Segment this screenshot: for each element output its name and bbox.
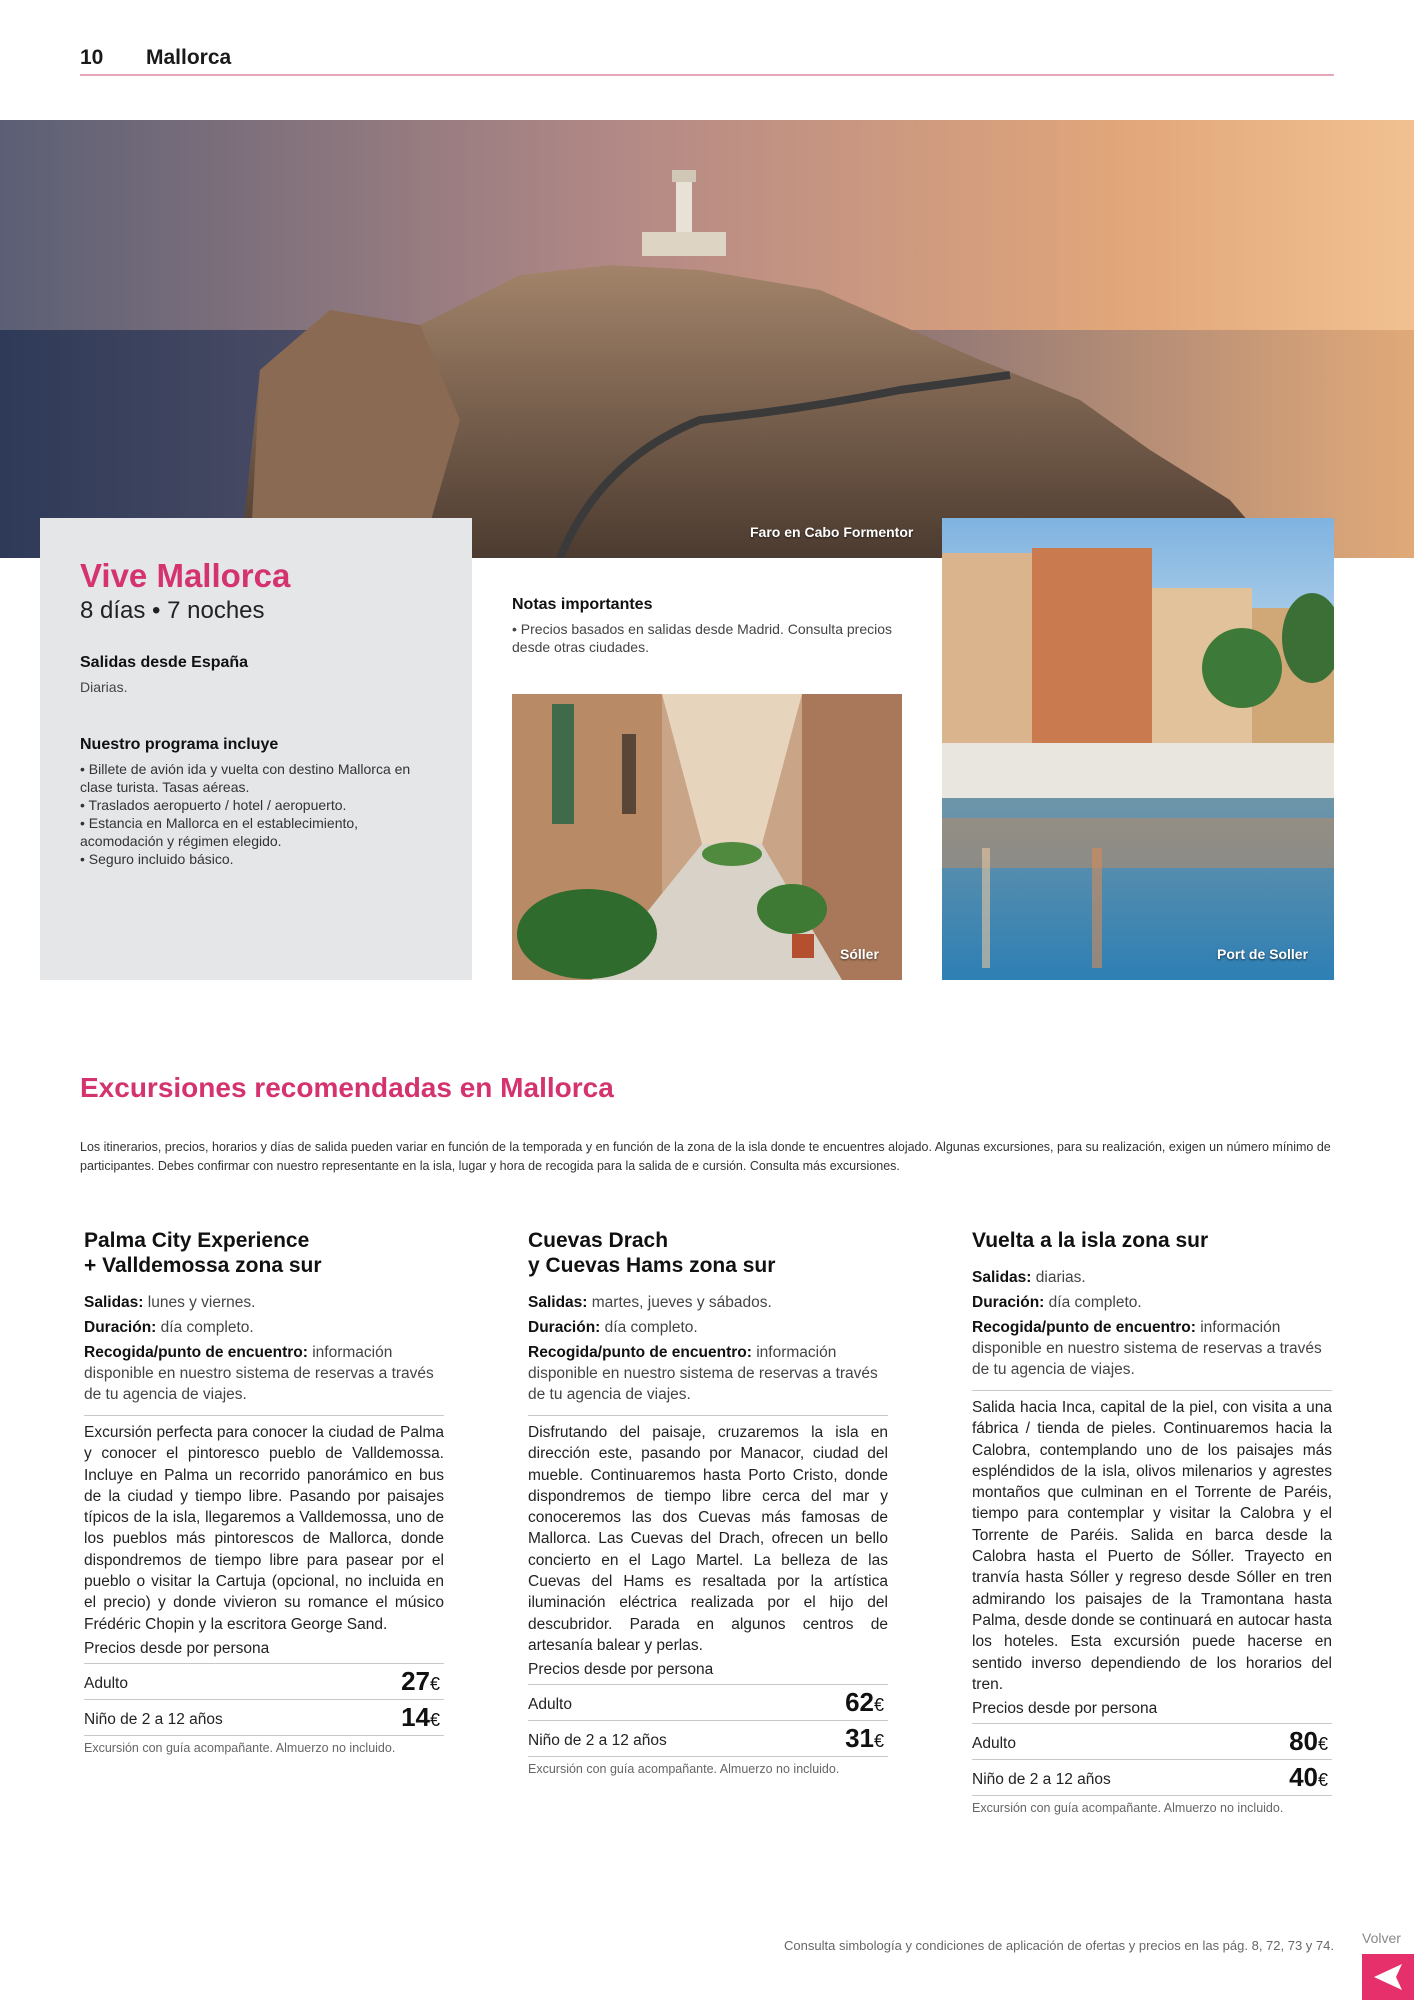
duracion-value: día completo. <box>160 1319 254 1336</box>
excursion-title-line1: Cuevas Drach <box>528 1229 669 1252</box>
notes-block <box>512 596 902 656</box>
salidas-value: diarias. <box>1035 1269 1086 1286</box>
recogida-value: información disponible en nuestro sistema de reservas a través de tu agencia de viajes. <box>528 1344 878 1403</box>
excursions-intro: Los itinerarios, precios, horarios y días de salida pueden variar en función de la temporada y en función de la zona de la isla donde te encuentres alojado. Algunas excursiones, para su realización, exigen un número mínimo de participantes. Debes confirmar con nuestro representante en la isla, lugar y hora de recogida para la salida de e cursión. Consulta más excursiones. <box>80 1140 1331 1173</box>
section-title: Mallorca <box>146 46 232 69</box>
includes-item: • Seguro incluido básico. <box>80 851 234 867</box>
adult-price: 27€ <box>401 1665 440 1696</box>
back-arrow-icon <box>1362 1954 1414 2000</box>
port-soller-image <box>942 518 1334 980</box>
page-number: 10 <box>80 46 104 69</box>
excursion-card <box>84 1228 444 1755</box>
duracion-value: día completo. <box>1048 1294 1142 1311</box>
child-price: 14€ <box>401 1701 440 1732</box>
excursion-title-line2: y Cuevas Hams zona sur <box>528 1254 776 1277</box>
departures-value: Diarias. <box>80 679 128 695</box>
salidas-label: Salidas: <box>528 1294 588 1311</box>
adult-label: Adulto <box>528 1696 572 1714</box>
price-row-child <box>972 1760 1332 1796</box>
excursion-description: Salida hacia Inca, capital de la piel, con visita a una fábrica / tienda de pieles. Continuaremos hacia la Calobra, contemplando uno de los paisajes más espléndidos de la isla, olivos milenarios y agrestes montaños que culminan en el Torrente de Paréis, tiempo para contemplar y visitar la Calobra y el Torrente de Paréis. Salida en barca desde la Calobra hasta el Puerto de Sóller. Trayecto en tranvía hasta Sóller y regreso desde Sóller en tren admirando los paisajes de la Tramontana hasta Palma, desde donde se continuará en autocar hasta los hoteles. Esta excursión puede hacerse en sentido inverso dependiendo de los horarios del tren. <box>972 1399 1332 1693</box>
package-title: Vive Mallorca <box>80 557 291 594</box>
duracion-value: día completo. <box>604 1319 698 1336</box>
price-row-adult <box>972 1724 1332 1760</box>
includes-label: Nuestro programa incluye <box>80 736 279 753</box>
adult-label: Adulto <box>84 1674 128 1692</box>
salidas-label: Salidas: <box>972 1269 1032 1286</box>
excursion-title <box>972 1228 1332 1253</box>
duracion-label: Duración: <box>84 1319 157 1336</box>
adult-label: Adulto <box>972 1735 1016 1753</box>
excursion-note: Excursión con guía acompañante. Almuerzo no incluido. <box>84 1740 396 1755</box>
footer-note: Consulta simbología y condiciones de aplicación de ofertas y precios en las pág. 8, 72, 73 y 74. <box>784 1938 1334 1953</box>
departures-label: Salidas desde España <box>80 654 249 671</box>
excursion-meta <box>528 1292 888 1416</box>
adult-price: 80€ <box>1289 1726 1328 1757</box>
notes-list <box>512 620 902 656</box>
child-label: Niño de 2 a 12 años <box>528 1732 667 1750</box>
price-row-adult <box>84 1664 444 1700</box>
prices-label: Precios desde por persona <box>528 1661 888 1685</box>
recogida-label: Recogida/punto de encuentro: <box>528 1344 752 1361</box>
includes-item: • Estancia en Mallorca en el establecimiento, acomodación y régimen elegido. <box>80 815 359 849</box>
child-label: Niño de 2 a 12 años <box>972 1771 1111 1789</box>
recogida-value: información disponible en nuestro sistema de reservas a través de tu agencia de viajes. <box>972 1319 1322 1378</box>
package-duration: 8 días • 7 noches <box>80 597 265 624</box>
recogida-value: información disponible en nuestro sistema de reservas a través de tu agencia de viajes. <box>84 1344 434 1403</box>
price-row-adult <box>528 1685 888 1721</box>
notes-item: • Precios basados en salidas desde Madrid. Consulta precios desde otras ciudades. <box>512 621 892 655</box>
includes-item: • Billete de avión ida y vuelta con destino Mallorca en clase turista. Tasas aéreas. <box>80 761 411 795</box>
excursions-title: Excursiones recomendadas en Mallorca <box>80 1072 614 1103</box>
adult-price: 62€ <box>845 1687 884 1718</box>
hero-caption: Faro en Cabo Formentor <box>750 524 914 540</box>
excursion-title-line2: + Valldemossa zona sur <box>84 1254 322 1277</box>
child-price: 40€ <box>1289 1762 1328 1793</box>
prices-label: Precios desde por persona <box>972 1700 1332 1724</box>
port-soller-caption: Port de Soller <box>1217 946 1309 962</box>
soller-caption: Sóller <box>840 946 879 962</box>
excursion-title <box>528 1228 888 1278</box>
excursion-description: Disfrutando del paisaje, cruzaremos la isla en dirección este, pasando por Manacor, ciudad del mueble. Continuaremos hasta Porto Cristo, donde dispondremos de tiempo libre cerca del mar y conoceremos las dos Cuevas más famosas de Mallorca. Las Cuevas del Drach, ofrecen un bello concierto en el Lago Martel. La belleza de las Cuevas del Hams es resaltada por la artística iluminación eléctrica realizada por el hijo del descubridor. Parada en algunos centros de artesanía balear y perlas. <box>528 1424 888 1654</box>
child-price: 31€ <box>845 1723 884 1754</box>
excursion-meta <box>972 1267 1332 1391</box>
salidas-value: lunes y viernes. <box>147 1294 256 1311</box>
package-panel <box>40 518 472 980</box>
excursion-title-line1: Vuelta a la isla zona sur <box>972 1229 1209 1252</box>
child-label: Niño de 2 a 12 años <box>84 1710 223 1728</box>
recogida-label: Recogida/punto de encuentro: <box>972 1319 1196 1336</box>
back-button[interactable] <box>1362 1954 1414 2000</box>
back-label[interactable]: Volver <box>1362 1930 1401 1946</box>
hero-image <box>0 120 1414 558</box>
prices-label: Precios desde por persona <box>84 1640 444 1664</box>
excursion-card <box>528 1228 888 1776</box>
excursion-note: Excursión con guía acompañante. Almuerzo no incluido. <box>972 1801 1284 1816</box>
excursion-title <box>84 1228 444 1278</box>
excursion-meta <box>84 1292 444 1416</box>
page-header <box>80 46 1334 76</box>
price-row-child <box>84 1700 444 1736</box>
salidas-label: Salidas: <box>84 1294 144 1311</box>
excursion-title-line1: Palma City Experience <box>84 1229 310 1252</box>
duracion-label: Duración: <box>972 1294 1045 1311</box>
excursion-description: Excursión perfecta para conocer la ciudad de Palma y conocer el pintoresco pueblo de Valldemossa. Incluye en Palma un recorrido panorámico en bus de la ciudad y tiempo libre. Pasando por paisajes típicos de la isla, llegaremos a Valldemossa, uno de los pueblos más pintorescos de Mallorca, donde dispondremos de tiempo libre para pasear por el pueblo o visitar la Cartuja (opcional, no incluida en el precio) y donde vivieron su romance el músico Frédéric Chopin y la escritora George Sand. <box>84 1424 444 1633</box>
price-row-child <box>528 1721 888 1757</box>
excursion-note: Excursión con guía acompañante. Almuerzo no incluido. <box>528 1762 840 1777</box>
salidas-value: martes, jueves y sábados. <box>591 1294 772 1311</box>
excursion-card <box>972 1228 1332 1815</box>
includes-list <box>80 760 432 868</box>
soller-image <box>512 694 902 980</box>
recogida-label: Recogida/punto de encuentro: <box>84 1344 308 1361</box>
includes-item: • Traslados aeropuerto / hotel / aeropuerto. <box>80 797 347 813</box>
notes-label: Notas importantes <box>512 596 653 613</box>
duracion-label: Duración: <box>528 1319 601 1336</box>
